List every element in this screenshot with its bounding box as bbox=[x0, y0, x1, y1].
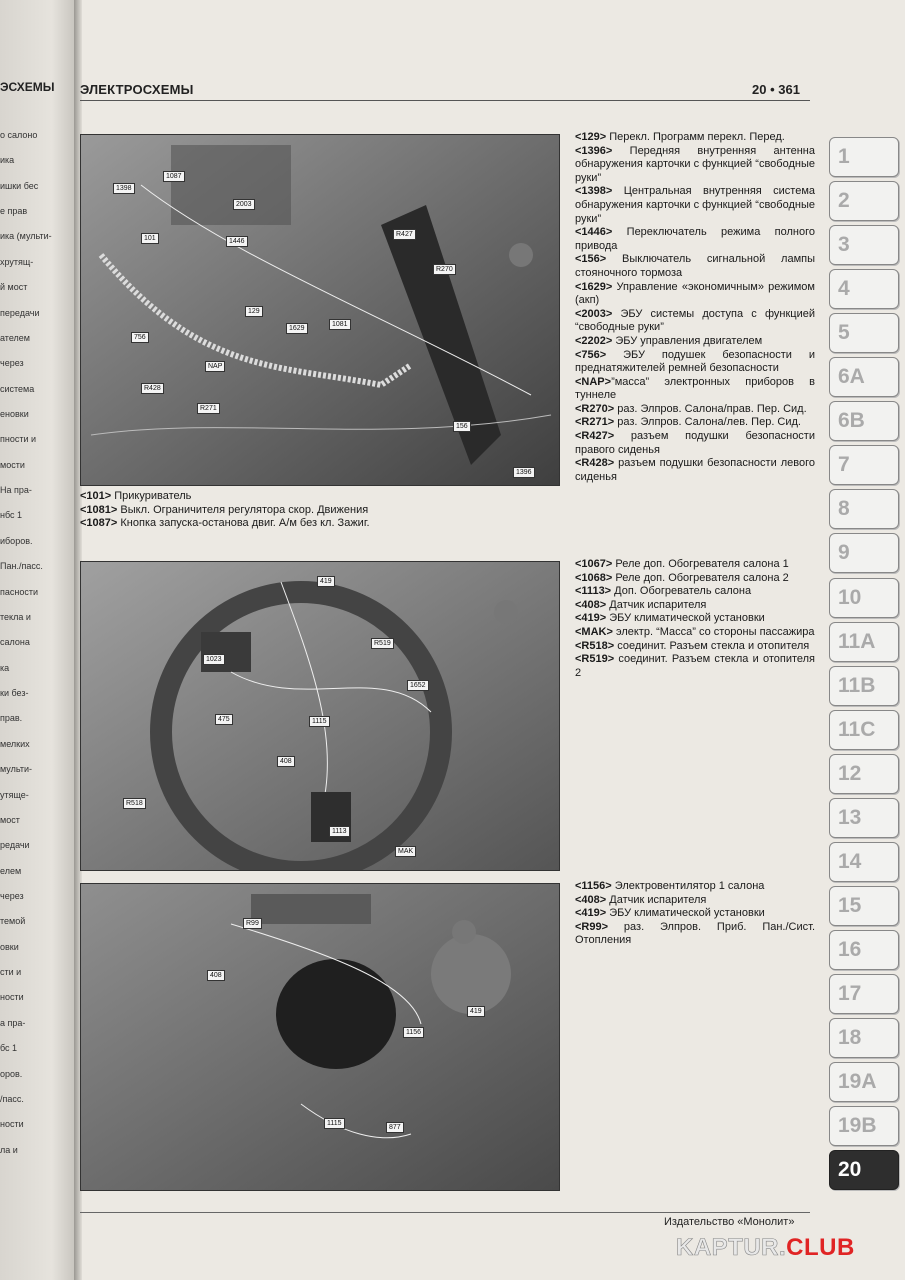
legend-item bbox=[575, 612, 815, 626]
legend-code: <1068> bbox=[575, 571, 613, 584]
photo-label: R271 bbox=[197, 403, 220, 414]
legend-text: Реле доп. Обогревателя салона 2 bbox=[612, 571, 789, 584]
photo-label: R518 bbox=[123, 798, 146, 809]
legend-code: <129> bbox=[575, 131, 607, 143]
left-page-text-fragment: ки без- bbox=[0, 688, 29, 699]
legend-text: Электровентилятор 1 салона bbox=[611, 880, 765, 892]
legend-item bbox=[575, 416, 815, 430]
left-page-text-fragment: ка bbox=[0, 662, 10, 673]
photo-label: R99 bbox=[243, 918, 262, 929]
legend-text: Выкл. Ограничителя регулятора скор. Движения bbox=[117, 503, 369, 516]
left-page-text-fragment: сти и bbox=[0, 967, 22, 978]
legend-text: ЭБУ климатической установки bbox=[606, 907, 765, 920]
legend-code: <R270> bbox=[575, 402, 615, 415]
photo-label: 1629 bbox=[286, 323, 308, 334]
photo-label: MAK bbox=[395, 846, 416, 857]
photo-label: 1398 bbox=[113, 183, 135, 194]
photo-3-shapes bbox=[81, 884, 559, 1190]
legend-code: <R428> bbox=[575, 457, 615, 470]
left-page-text-fragment: прав. bbox=[0, 713, 23, 724]
left-page-text-fragment: еновки bbox=[0, 409, 29, 420]
legend-item bbox=[575, 226, 815, 253]
legend-text: Кнопка запуска-останова двиг. А/м без кл. Зажиг. bbox=[117, 517, 370, 529]
chapter-tab-20[interactable]: 20 bbox=[829, 1150, 899, 1190]
left-page-text-fragment: система bbox=[0, 383, 35, 394]
figure-2-legend bbox=[575, 558, 815, 680]
legend-item bbox=[575, 880, 815, 894]
watermark: KAPTUR.CLUB bbox=[676, 1234, 855, 1261]
photo-label: 419 bbox=[467, 1006, 485, 1017]
publisher: Издательство «Монолит» bbox=[664, 1216, 795, 1228]
legend-text: Реле доп. Обогревателя салона 1 bbox=[612, 558, 789, 570]
left-page-text-fragment: оров. bbox=[0, 1068, 23, 1079]
left-page-text-fragment: нбс 1 bbox=[0, 510, 23, 521]
photo-label: 1446 bbox=[226, 236, 248, 247]
left-page-text-fragment: пасности bbox=[0, 586, 39, 597]
legend-code: <1067> bbox=[575, 558, 613, 570]
chapter-tab-17[interactable]: 17 bbox=[829, 974, 899, 1014]
legend-item bbox=[575, 281, 815, 308]
chapter-tab-8[interactable]: 8 bbox=[829, 489, 899, 529]
chapter-tab-15[interactable]: 15 bbox=[829, 886, 899, 926]
legend-code: <1398> bbox=[575, 185, 613, 198]
legend-text: ”масса” электронных приборов в туннеле bbox=[575, 375, 815, 402]
legend-text: электр. “Масса” со стороны пассажира bbox=[612, 625, 815, 638]
legend-item bbox=[575, 457, 815, 484]
photo-label: 408 bbox=[277, 756, 295, 767]
legend-item bbox=[575, 907, 815, 921]
left-page-text-fragment: ика bbox=[0, 155, 15, 166]
legend-code: <2202> bbox=[575, 334, 613, 347]
left-page-text-fragment: через bbox=[0, 358, 24, 369]
legend-item bbox=[80, 504, 370, 518]
left-page-text-fragment: бс 1 bbox=[0, 1043, 18, 1054]
left-page-text-fragment: утяще- bbox=[0, 789, 29, 800]
legend-code: <R519> bbox=[575, 653, 615, 666]
legend-text: разъем подушки безопасности левого сиденья bbox=[575, 457, 815, 483]
legend-text: Доп. Обогреватель салона bbox=[611, 585, 752, 598]
left-page-text-fragment: елем bbox=[0, 865, 22, 876]
chapter-tab-18[interactable]: 18 bbox=[829, 1018, 899, 1058]
legend-code: <R427> bbox=[575, 430, 615, 443]
legend-text: раз. Элпров. Салона/прав. Пер. Сид. bbox=[614, 402, 807, 415]
legend-code: <156> bbox=[575, 253, 607, 266]
page-number: 20 • 361 bbox=[752, 82, 800, 97]
footer-rule bbox=[80, 1212, 810, 1213]
legend-item bbox=[575, 894, 815, 908]
legend-item bbox=[80, 490, 370, 504]
photo-label: 1115 bbox=[309, 716, 330, 727]
legend-item bbox=[575, 403, 815, 417]
photo-label: 101 bbox=[141, 233, 159, 244]
legend-item bbox=[575, 131, 815, 145]
left-page-text-fragment: ика (мульти- bbox=[0, 231, 52, 242]
chapter-tab-16[interactable]: 16 bbox=[829, 930, 899, 970]
legend-text: Выключатель сигнальной лампы стояночного тормоза bbox=[575, 253, 815, 279]
photo-center-console bbox=[80, 134, 560, 486]
left-page-text-fragment: ности bbox=[0, 992, 24, 1003]
chapter-tab-10[interactable]: 10 bbox=[829, 578, 899, 618]
legend-code: <408> bbox=[575, 598, 607, 611]
legend-code: <1629> bbox=[575, 280, 613, 293]
left-page-text-fragment: иборов. bbox=[0, 535, 33, 546]
left-page-text-fragment: темой bbox=[0, 916, 26, 927]
photo-label: 408 bbox=[207, 970, 225, 981]
photo-label: R270 bbox=[433, 264, 456, 275]
left-page-header: ЭСХЕМЫ bbox=[0, 80, 55, 94]
legend-text: Переключатель режима полного привода bbox=[575, 226, 815, 252]
legend-item bbox=[575, 599, 815, 613]
legend-text: соединит. Разъем стекла и отопителя bbox=[614, 639, 810, 652]
left-page-text-fragment: салона bbox=[0, 637, 30, 648]
legend-code: <NAP> bbox=[575, 375, 612, 388]
legend-item bbox=[575, 185, 815, 226]
legend-code: <1396> bbox=[575, 144, 613, 157]
photo-label: NAP bbox=[205, 361, 225, 372]
chapter-tab-19b[interactable]: 19B bbox=[829, 1106, 899, 1146]
left-page-text-fragment: На пра- bbox=[0, 485, 32, 496]
legend-item bbox=[575, 145, 815, 186]
left-page-text-fragment: й мост bbox=[0, 282, 28, 293]
photo-label: 1113 bbox=[329, 826, 350, 837]
photo-label: 156 bbox=[453, 421, 471, 432]
chapter-tab-14[interactable]: 14 bbox=[829, 842, 899, 882]
legend-item bbox=[80, 517, 370, 531]
left-page-text-fragment: е прав bbox=[0, 206, 28, 217]
photo-label: 1087 bbox=[163, 171, 185, 182]
photo-label: 1652 bbox=[407, 680, 429, 691]
figure-1-legend bbox=[575, 131, 815, 484]
left-page-text-fragment: передачи bbox=[0, 307, 40, 318]
legend-text: соединит. Разъем стекла и отопителя 2 bbox=[575, 653, 815, 679]
chapter-tab-11c[interactable]: 11C bbox=[829, 710, 899, 750]
legend-code: <419> bbox=[575, 907, 607, 920]
photo-label: 756 bbox=[131, 332, 149, 343]
legend-text: ЭБУ подушек безопасности и преднатяжителей ремней безопасности bbox=[575, 348, 815, 375]
photo-label: 1115 bbox=[324, 1118, 345, 1129]
chapter-tab-11a[interactable]: 11A bbox=[829, 622, 899, 662]
legend-code: <1081> bbox=[80, 503, 118, 516]
legend-code: <R99> bbox=[575, 920, 609, 933]
photo-label: 1023 bbox=[203, 654, 225, 665]
chapter-tab-4[interactable]: 4 bbox=[829, 269, 899, 309]
chapter-tab-1[interactable]: 1 bbox=[829, 137, 899, 177]
legend-text: ЭБУ климатической установки bbox=[606, 612, 765, 625]
legend-code: <756> bbox=[575, 348, 607, 361]
legend-text: раз. Элпров. Салона/лев. Пер. Сид. bbox=[614, 416, 801, 429]
photo-label: 1156 bbox=[403, 1027, 424, 1038]
left-page-text-fragment: Пан./пасс. bbox=[0, 561, 43, 572]
legend-item bbox=[575, 349, 815, 376]
legend-item bbox=[575, 572, 815, 586]
chapter-tab-9[interactable]: 9 bbox=[829, 533, 899, 573]
chapter-tab-6a[interactable]: 6A bbox=[829, 357, 899, 397]
chapter-tab-19a[interactable]: 19A bbox=[829, 1062, 899, 1102]
left-page-text-fragment: ности bbox=[0, 1119, 24, 1130]
legend-code: <1446> bbox=[575, 226, 613, 239]
legend-item bbox=[575, 653, 815, 680]
chapter-tab-7[interactable]: 7 bbox=[829, 445, 899, 485]
chapter-tab-11b[interactable]: 11B bbox=[829, 666, 899, 706]
chapter-tab-13[interactable]: 13 bbox=[829, 798, 899, 838]
left-page-text-fragment: о салоно bbox=[0, 130, 38, 140]
legend-text: Прикуриватель bbox=[111, 490, 192, 502]
photo-label: R427 bbox=[393, 229, 416, 240]
photo-dashboard-heater bbox=[80, 561, 560, 871]
section-title: ЭЛЕКТРОСХЕМЫ bbox=[80, 82, 194, 97]
legend-item bbox=[575, 921, 815, 948]
legend-code: <1087> bbox=[80, 517, 118, 529]
legend-code: <1156> bbox=[575, 880, 612, 892]
left-page-text-fragment: мости bbox=[0, 459, 25, 470]
left-page-text-fragment: хрутящ- bbox=[0, 256, 34, 267]
legend-text: ЭБУ системы доступа с функцией “свободные руки” bbox=[575, 307, 815, 334]
legend-item bbox=[575, 308, 815, 335]
photo-heater-fan bbox=[80, 883, 560, 1191]
chapter-tab-3[interactable]: 3 bbox=[829, 225, 899, 265]
left-page-text-fragment: мелких bbox=[0, 738, 30, 749]
left-page-text-fragment: текла и bbox=[0, 611, 31, 622]
legend-item bbox=[575, 640, 815, 654]
legend-text: Управление «экономичным» режимом (акп) bbox=[575, 280, 815, 307]
photo-label: 1396 bbox=[513, 467, 535, 478]
legend-code: <419> bbox=[575, 612, 607, 625]
left-page-text-fragment: /пасс. bbox=[0, 1093, 24, 1104]
header-rule bbox=[80, 100, 810, 101]
legend-text: Перекл. Программ перекл. Перед. bbox=[606, 131, 785, 143]
chapter-tab-5[interactable]: 5 bbox=[829, 313, 899, 353]
photo-label: 2003 bbox=[233, 199, 255, 210]
chapter-tab-6b[interactable]: 6B bbox=[829, 401, 899, 441]
legend-text: разъем подушки безопасности правого сиденья bbox=[575, 430, 815, 456]
legend-item bbox=[575, 585, 815, 599]
legend-item bbox=[575, 253, 815, 280]
legend-item bbox=[575, 626, 815, 640]
photo-label: 129 bbox=[245, 306, 263, 317]
photo-label: 1081 bbox=[329, 319, 351, 330]
legend-text: Центральная внутренняя система обнаружения карточки с функцией “свободные руки” bbox=[575, 185, 815, 225]
legend-item bbox=[575, 430, 815, 457]
legend-code: <R271> bbox=[575, 416, 615, 429]
photo-1-shapes bbox=[81, 135, 559, 485]
chapter-tab-2[interactable]: 2 bbox=[829, 181, 899, 221]
photo-label: 475 bbox=[215, 714, 233, 725]
legend-text: Датчик испарителя bbox=[606, 598, 707, 611]
chapter-tab-12[interactable]: 12 bbox=[829, 754, 899, 794]
legend-item bbox=[575, 335, 815, 349]
left-page-text-fragment: овки bbox=[0, 941, 19, 952]
legend-code: <MAK> bbox=[575, 625, 613, 638]
legend-text: Датчик испарителя bbox=[606, 893, 707, 906]
legend-code: <101> bbox=[80, 490, 112, 502]
left-page-text-fragment: ателем bbox=[0, 332, 30, 343]
photo-label: 877 bbox=[386, 1122, 404, 1133]
figure-3-legend bbox=[575, 880, 815, 948]
left-page-text-fragment: через bbox=[0, 890, 24, 901]
legend-item bbox=[575, 558, 815, 572]
photo-label: R519 bbox=[371, 638, 394, 649]
legend-code: <1113> bbox=[575, 585, 612, 598]
legend-code: <2003> bbox=[575, 307, 613, 320]
photo-label: R428 bbox=[141, 383, 164, 394]
left-page-text-fragment: пности и bbox=[0, 434, 37, 445]
figure-1-legend-below bbox=[80, 490, 370, 531]
legend-text: ЭБУ управления двигателем bbox=[612, 334, 763, 347]
left-page-text-fragment: мульти- bbox=[0, 764, 32, 775]
legend-code: <R518> bbox=[575, 639, 615, 652]
left-page-text-fragment: а пра- bbox=[0, 1017, 26, 1028]
photo-label: 419 bbox=[317, 576, 335, 587]
left-page-text-fragment: редачи bbox=[0, 840, 30, 851]
legend-text: раз. Элпров. Приб. Пан./Сист. Отопления bbox=[575, 920, 815, 947]
legend-item bbox=[575, 376, 815, 403]
left-page-text-fragment: мост bbox=[0, 814, 20, 825]
legend-code: <408> bbox=[575, 893, 607, 906]
left-page-edge bbox=[0, 0, 74, 1280]
legend-text: Передняя внутренняя антенна обнаружения карточки с функцией “свободные руки” bbox=[575, 144, 815, 184]
left-page-text-fragment: ишки бес bbox=[0, 180, 39, 191]
left-page-text-fragment: ла и bbox=[0, 1144, 18, 1155]
